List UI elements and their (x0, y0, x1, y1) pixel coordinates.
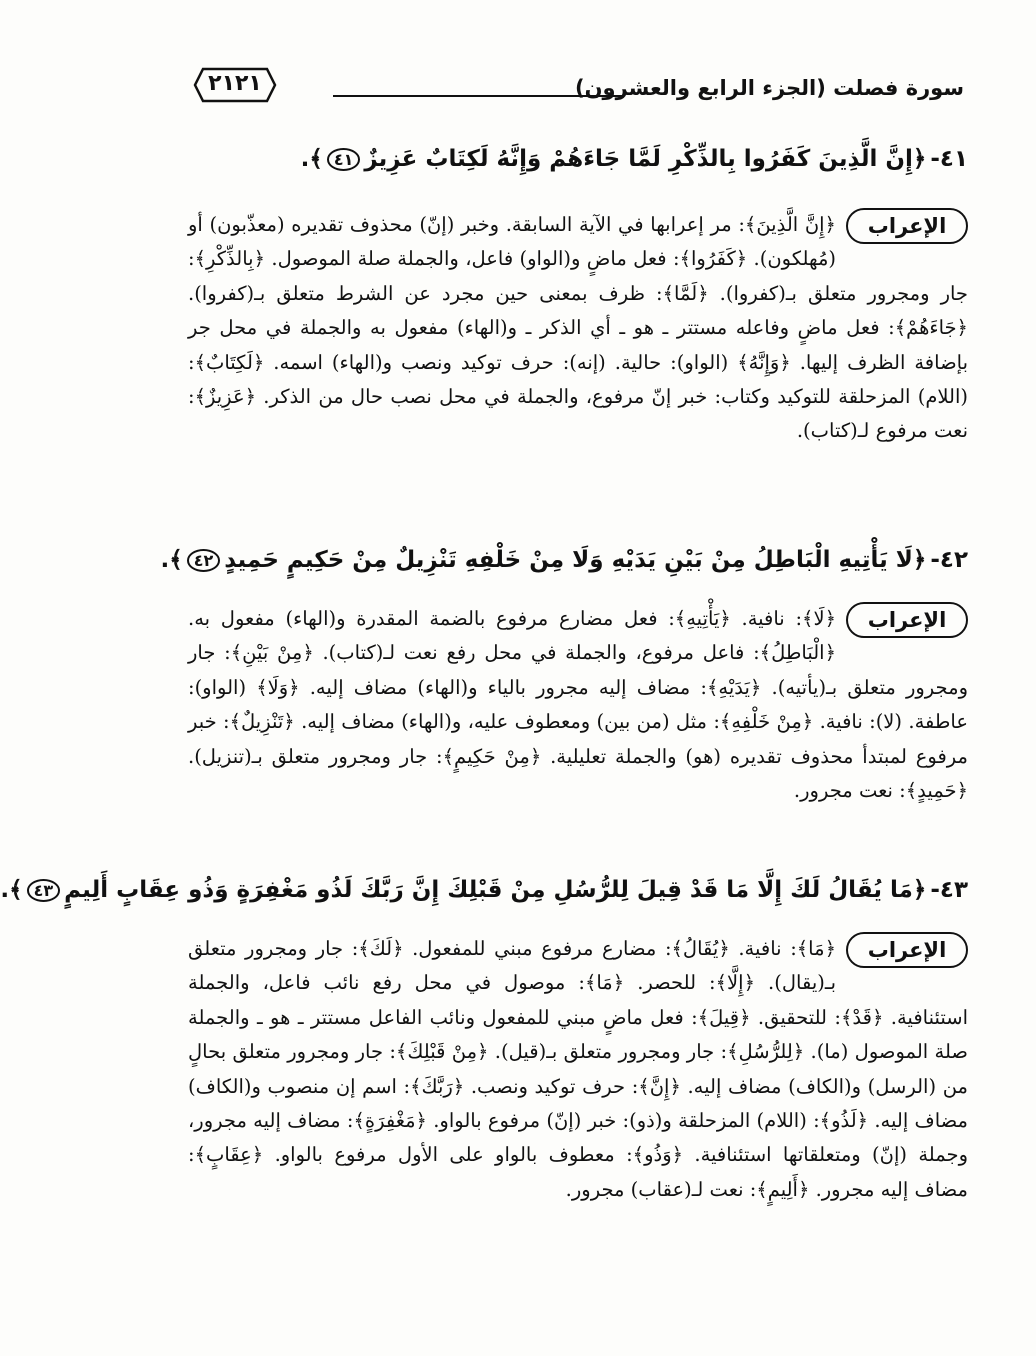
verse-number: ٤٢- (930, 547, 968, 573)
irab-block-43 (188, 932, 968, 1207)
irab-badge: الإعراب (846, 602, 968, 638)
verse-end-marker: ٤١ (327, 148, 361, 171)
page-header (193, 62, 964, 112)
verse-text: ﴿مَا يُقَالُ لَكَ إِلَّا مَا قَدْ قِيلَ لِلرُّسُلِ مِنْ قَبْلِكَ إِنَّ رَبَّكَ لَذُو مَغْفِرَةٍ وَذُو عِقَابٍ أَلِيمٍ (64, 877, 927, 903)
verse-close: ﴾. (160, 547, 183, 573)
irab-text: ﴿لَا﴾: نافية. ﴿يَأْتِيهِ﴾: فعل مضارع مرفوع بالضمة المقدرة و(الهاء) مفعول به. ﴿الْبَاطِلُ﴾: فاعل مرفوع، والجملة في محل رفع نعت لـ(كتاب). ﴿مِنْ بَيْنِ﴾: جار ومجرور متعلق بـ(يأتيه). ﴿يَدَيْهِ﴾: مضاف إليه مجرور بالياء و(الهاء) مضاف إليه. ﴿وَلَا﴾ (الواو): عاطفة. (لا): نافية. ﴿مِنْ خَلْفِهِ﴾: مثل (من بين) ومعطوف عليه، و(الهاء) مضاف إليه. ﴿تَنْزِيلٌ﴾: خبر مرفوع لمبتدأ محذوف تقديره (هو) والجملة تعليلية. ﴿مِنْ حَكِيمٍ﴾: جار ومجرور متعلق بـ(تنزيل). ﴿حَمِيدٍ﴾: نعت مجرور. (188, 607, 968, 803)
verse-43 (0, 877, 968, 903)
page-number: ٢١٢١ (208, 71, 262, 96)
header-rule (333, 95, 623, 97)
verse-number: ٤١- (930, 146, 968, 172)
verse-close: ﴾. (300, 146, 323, 172)
irab-badge: الإعراب (846, 932, 968, 968)
verse-close: ﴾. (0, 877, 23, 903)
irab-block-41 (188, 208, 968, 449)
verse-text: ﴿إِنَّ الَّذِينَ كَفَرُوا بِالذِّكْرِ لَمَّا جَاءَهُمْ وَإِنَّهُ لَكِتَابٌ عَزِيزٌ (364, 146, 927, 172)
verse-end-marker: ٤٣ (27, 879, 61, 902)
page-number-frame (193, 66, 277, 104)
verse-end-marker: ٤٢ (187, 549, 221, 572)
verse-41 (188, 146, 968, 172)
verse-42 (160, 547, 968, 573)
verse-text: ﴿لَا يَأْتِيهِ الْبَاطِلُ مِنْ بَيْنِ يَدَيْهِ وَلَا مِنْ خَلْفِهِ تَنْزِيلٌ مِنْ حَكِيمٍ حَمِيدٍ (224, 547, 927, 573)
irab-text: ﴿إِنَّ الَّذِينَ﴾: مر إعرابها في الآية السابقة. وخبر (إنّ) محذوف تقديره (معذّبون) أو (مُهلكون). ﴿كَفَرُوا﴾: فعل ماضٍ و(الواو) فاعل، والجملة صلة الموصول. ﴿بِالذِّكْرِ﴾: جار ومجرور متعلق بـ(كفروا). ﴿لَمَّا﴾: ظرف بمعنى حين مجرد عن الشرط متعلق بـ(كفروا). ﴿جَاءَهُمْ﴾: فعل ماضٍ وفاعله مستتر ـ هو ـ أي الذكر ـ و(الهاء) مفعول به والجملة في محل جر بإضافة الظرف إليها. ﴿وَإِنَّهُ﴾ (الواو): حالية. (إنه): حرف توكيد ونصب و(الهاء) اسمه. ﴿لَكِتَابٌ﴾: (اللام) المزحلقة للتوكيد وكتاب: خبر إنّ مرفوع، والجملة في محل نصب حال من الذكر. ﴿عَزِيزٌ﴾: نعت مرفوع لـ(كتاب). (188, 213, 968, 443)
verse-number: ٤٣- (930, 877, 968, 903)
running-title: سورة فصلت (الجزء الرابع والعشرون) (575, 76, 964, 100)
irab-badge: الإعراب (846, 208, 968, 244)
irab-block-42 (188, 602, 968, 808)
irab-text: ﴿مَا﴾: نافية. ﴿يُقَالُ﴾: مضارع مرفوع مبني للمفعول. ﴿لَكَ﴾: جار ومجرور متعلق بـ(يقال). ﴿إِلَّا﴾: للحصر. ﴿مَا﴾: موصول في محل رفع نائب فاعل، والجملة استئنافية. ﴿قَدْ﴾: للتحقيق. ﴿قِيلَ﴾: فعل ماضٍ مبني للمفعول ونائب الفاعل مستتر ـ هو ـ والجملة صلة الموصول (ما). ﴿لِلرُّسُلِ﴾: جار ومجرور متعلق بـ(قيل). ﴿مِنْ قَبْلِكَ﴾: جار ومجرور متعلق بحالٍ من (الرسل) و(الكاف) مضاف إليه. ﴿إِنَّ﴾: حرف توكيد ونصب. ﴿رَبَّكَ﴾: اسم إن منصوب و(الكاف) مضاف إليه. ﴿لَذُو﴾: (اللام) المزحلقة و(ذو): خبر (إنّ) مرفوع بالواو. ﴿مَغْفِرَةٍ﴾: مضاف إليه مجرور، وجملة (إنّ) ومتعلقاتها استئنافية. ﴿وَذُو﴾: معطوف بالواو على الأول مرفوع بالواو. ﴿عِقَابٍ﴾: مضاف إليه مجرور. ﴿أَلِيمٍ﴾: نعت لـ(عقاب) مجرور. (188, 937, 968, 1201)
